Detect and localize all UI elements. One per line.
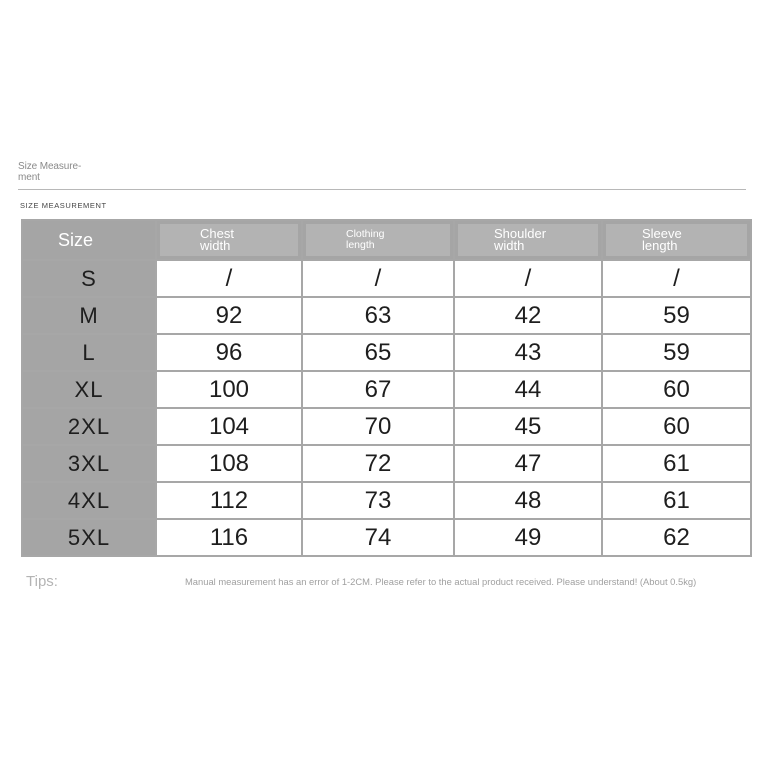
size-cell: M bbox=[22, 297, 156, 334]
length-cell: 74 bbox=[302, 519, 454, 556]
chest-cell: 92 bbox=[156, 297, 302, 334]
tips-label: Tips: bbox=[26, 573, 58, 590]
chest-cell: 112 bbox=[156, 482, 302, 519]
size-chart-table bbox=[21, 219, 752, 557]
size-cell: S bbox=[22, 260, 156, 297]
length-cell: 63 bbox=[302, 297, 454, 334]
shoulder-cell: 43 bbox=[454, 334, 602, 371]
shoulder-cell: 48 bbox=[454, 482, 602, 519]
table-row bbox=[22, 482, 751, 519]
size-cell: L bbox=[22, 334, 156, 371]
shoulder-cell: 44 bbox=[454, 371, 602, 408]
shoulder-cell: 42 bbox=[454, 297, 602, 334]
chest-cell: 100 bbox=[156, 371, 302, 408]
header-shoulder-width bbox=[454, 220, 602, 260]
chest-cell: / bbox=[156, 260, 302, 297]
sleeve-cell: 59 bbox=[602, 334, 751, 371]
sleeve-cell: 60 bbox=[602, 408, 751, 445]
table-header-row bbox=[22, 220, 751, 260]
length-cell: 72 bbox=[302, 445, 454, 482]
table-row bbox=[22, 334, 751, 371]
size-cell: 2XL bbox=[22, 408, 156, 445]
shoulder-cell: 47 bbox=[454, 445, 602, 482]
size-cell: 5XL bbox=[22, 519, 156, 556]
header-shoulder-width-label: Shoulder width bbox=[494, 226, 547, 253]
header-chest-width-label: Chest width bbox=[200, 226, 234, 253]
sleeve-cell: 59 bbox=[602, 297, 751, 334]
table-row bbox=[22, 297, 751, 334]
header-sleeve-length-label: Sleeve length bbox=[642, 226, 682, 253]
table-row bbox=[22, 519, 751, 556]
table-row bbox=[22, 445, 751, 482]
chest-cell: 96 bbox=[156, 334, 302, 371]
size-cell: 3XL bbox=[22, 445, 156, 482]
header-clothing-length-label: Clothing length bbox=[346, 228, 385, 251]
length-cell: 65 bbox=[302, 334, 454, 371]
section-heading: Size Measure- ment bbox=[18, 161, 82, 183]
size-cell: 4XL bbox=[22, 482, 156, 519]
sleeve-cell: 61 bbox=[602, 482, 751, 519]
header-chest-width bbox=[156, 220, 302, 260]
sleeve-cell: 60 bbox=[602, 371, 751, 408]
header-size bbox=[22, 220, 156, 260]
table-caption: SIZE MEASUREMENT bbox=[20, 201, 107, 210]
table-row bbox=[22, 371, 751, 408]
length-cell: / bbox=[302, 260, 454, 297]
shoulder-cell: 49 bbox=[454, 519, 602, 556]
sleeve-cell: / bbox=[602, 260, 751, 297]
length-cell: 73 bbox=[302, 482, 454, 519]
header-size-label: Size bbox=[58, 230, 94, 250]
shoulder-cell: / bbox=[454, 260, 602, 297]
size-cell: XL bbox=[22, 371, 156, 408]
chest-cell: 116 bbox=[156, 519, 302, 556]
table-row bbox=[22, 260, 751, 297]
chest-cell: 108 bbox=[156, 445, 302, 482]
chest-cell: 104 bbox=[156, 408, 302, 445]
header-clothing-length bbox=[302, 220, 454, 260]
tips-text: Manual measurement has an error of 1-2CM. Please refer to the actual product received. Please understand! (About 0.5kg) bbox=[185, 576, 697, 587]
shoulder-cell: 45 bbox=[454, 408, 602, 445]
divider-line bbox=[18, 189, 746, 190]
sleeve-cell: 61 bbox=[602, 445, 751, 482]
length-cell: 67 bbox=[302, 371, 454, 408]
table-row bbox=[22, 408, 751, 445]
sleeve-cell: 62 bbox=[602, 519, 751, 556]
header-sleeve-length bbox=[602, 220, 751, 260]
length-cell: 70 bbox=[302, 408, 454, 445]
